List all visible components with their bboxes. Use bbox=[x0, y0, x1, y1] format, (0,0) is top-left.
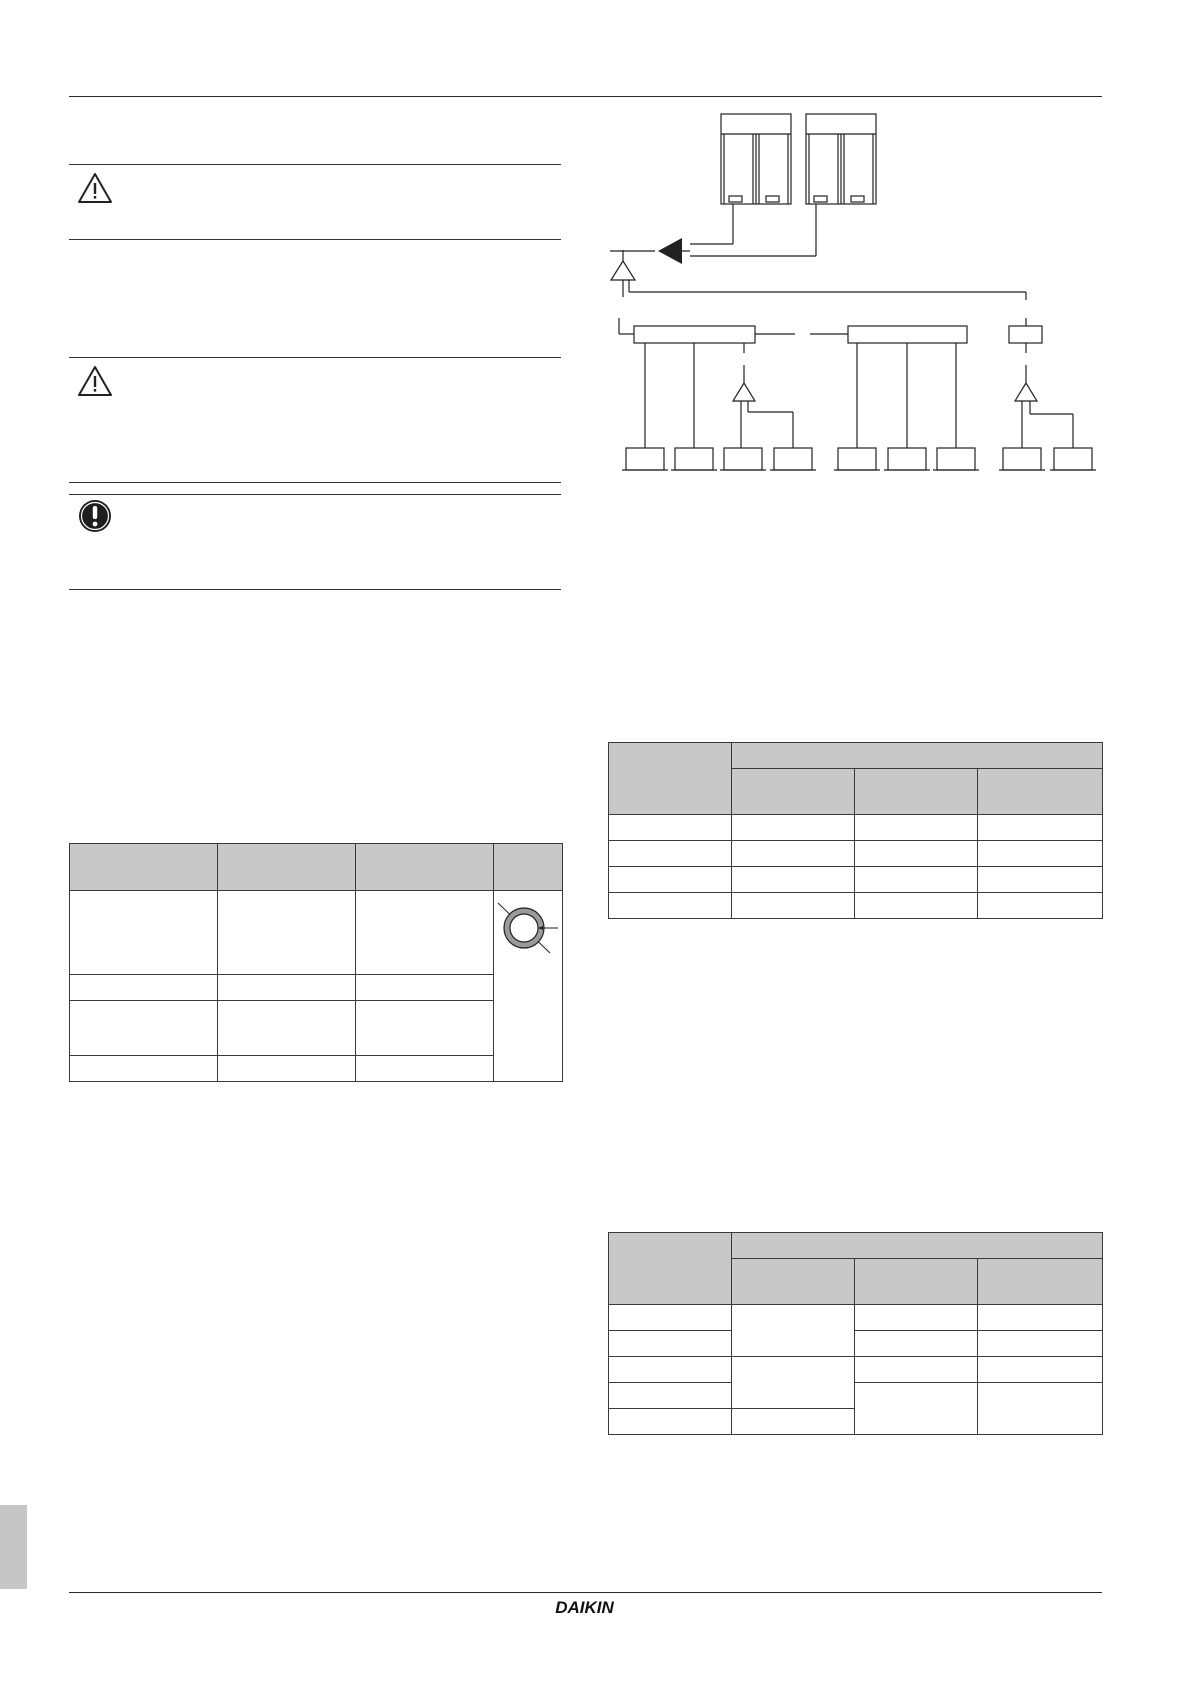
table-cell bbox=[218, 891, 356, 975]
table-header-cell bbox=[732, 1259, 855, 1305]
table-header-cell bbox=[356, 844, 494, 891]
notice-bottom-rule bbox=[69, 589, 561, 590]
table-header-cell bbox=[732, 743, 1103, 769]
indoor-unit bbox=[720, 428, 766, 470]
table-cell bbox=[855, 867, 978, 893]
table-cell bbox=[855, 815, 978, 841]
outdoor-unit-2 bbox=[806, 114, 876, 204]
table-cell bbox=[978, 1331, 1103, 1357]
warning-triangle-icon bbox=[77, 363, 113, 399]
exclamation-circle-icon bbox=[77, 498, 113, 534]
table-cell bbox=[855, 1357, 978, 1383]
table-cell bbox=[70, 1056, 218, 1082]
table-cell bbox=[978, 1357, 1103, 1383]
table-cell bbox=[609, 815, 732, 841]
table-cell bbox=[978, 1383, 1103, 1435]
indoor-unit bbox=[999, 428, 1045, 470]
svg-text:DAIKIN: DAIKIN bbox=[555, 1598, 614, 1617]
capacity-table-2 bbox=[608, 1232, 1103, 1435]
table-header-cell bbox=[494, 844, 563, 891]
indoor-unit bbox=[933, 428, 979, 470]
table-cell bbox=[356, 975, 494, 1001]
table-cell bbox=[494, 891, 563, 1082]
table-cell bbox=[732, 841, 855, 867]
table-cell bbox=[609, 1383, 732, 1409]
table-cell bbox=[609, 1409, 732, 1435]
table-cell bbox=[70, 975, 218, 1001]
header-rule bbox=[69, 96, 1102, 97]
warning-notice-1 bbox=[69, 164, 561, 240]
caution-notice bbox=[69, 494, 561, 590]
table-cell bbox=[732, 1305, 855, 1357]
notice-top-rule bbox=[69, 164, 561, 165]
table-cell bbox=[978, 893, 1103, 919]
table-cell bbox=[356, 1056, 494, 1082]
table-cell bbox=[356, 891, 494, 975]
table-cell bbox=[218, 1056, 356, 1082]
table-header-cell bbox=[978, 769, 1103, 815]
pipe-cross-section-icon bbox=[494, 891, 562, 961]
indoor-unit bbox=[1050, 428, 1096, 470]
table-header-cell bbox=[609, 1233, 732, 1305]
table-cell bbox=[855, 1305, 978, 1331]
warning-notice-2 bbox=[69, 357, 561, 483]
table-cell bbox=[732, 867, 855, 893]
table-cell bbox=[70, 1001, 218, 1056]
indoor-unit bbox=[770, 428, 816, 470]
table-header-cell bbox=[732, 1233, 1103, 1259]
table-cell bbox=[609, 1305, 732, 1331]
table-header-cell bbox=[978, 1259, 1103, 1305]
notice-bottom-rule bbox=[69, 239, 561, 240]
piping-layout-diagram bbox=[600, 105, 1100, 495]
table-cell bbox=[609, 841, 732, 867]
side-tab bbox=[0, 1505, 27, 1589]
table-cell bbox=[978, 1305, 1103, 1331]
indoor-unit bbox=[671, 428, 717, 470]
table-cell bbox=[732, 1409, 855, 1435]
table-header-cell bbox=[70, 844, 218, 891]
indoor-unit bbox=[834, 428, 880, 470]
footer-rule bbox=[69, 1592, 1102, 1593]
table-cell bbox=[978, 867, 1103, 893]
daikin-logo bbox=[543, 1596, 626, 1618]
notice-top-rule bbox=[69, 357, 561, 358]
table-cell bbox=[978, 815, 1103, 841]
indoor-unit bbox=[622, 428, 668, 470]
table-cell bbox=[70, 891, 218, 975]
notice-bottom-rule bbox=[69, 482, 561, 483]
table-cell bbox=[732, 893, 855, 919]
indoor-unit bbox=[884, 428, 930, 470]
table-cell bbox=[978, 841, 1103, 867]
table-cell bbox=[732, 815, 855, 841]
table-cell bbox=[855, 893, 978, 919]
table-header-cell bbox=[855, 769, 978, 815]
pipe-spec-table bbox=[69, 843, 563, 1082]
table-cell bbox=[218, 1001, 356, 1056]
table-header-cell bbox=[609, 743, 732, 815]
table-header-cell bbox=[732, 769, 855, 815]
table-cell bbox=[855, 1331, 978, 1357]
table-header-cell bbox=[218, 844, 356, 891]
table-cell bbox=[855, 1383, 978, 1435]
table-cell bbox=[609, 1357, 732, 1383]
table-cell bbox=[356, 1001, 494, 1056]
outdoor-unit-1 bbox=[721, 114, 791, 204]
table-cell bbox=[609, 893, 732, 919]
table-cell bbox=[855, 841, 978, 867]
table-cell bbox=[609, 1331, 732, 1357]
notice-top-rule bbox=[69, 494, 561, 495]
table-cell bbox=[732, 1357, 855, 1409]
table-cell bbox=[218, 975, 356, 1001]
table-header-cell bbox=[855, 1259, 978, 1305]
table-cell bbox=[609, 867, 732, 893]
warning-triangle-icon bbox=[77, 170, 113, 206]
capacity-table-1 bbox=[608, 742, 1103, 919]
